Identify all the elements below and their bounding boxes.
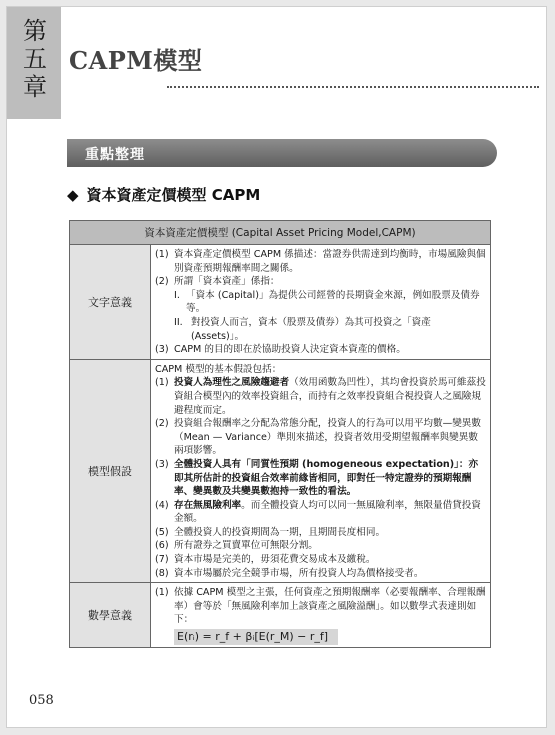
- capm-table: [69, 220, 491, 648]
- item-text: 資本市場是完美的，毋須花費交易成本及繳稅。: [174, 554, 376, 566]
- banner-text: 重點整理: [85, 147, 145, 163]
- list-item: [155, 248, 486, 275]
- chapter-char: 第: [23, 17, 47, 45]
- item-number: I.: [174, 289, 180, 301]
- document-page: [6, 6, 547, 728]
- capm-formula: E(rᵢ) = r_f + βᵢ[E(r_M) − r_f]: [174, 629, 338, 645]
- item-number: (6): [155, 540, 169, 552]
- diamond-bullet-icon: ◆: [67, 186, 79, 204]
- item-number: (4): [155, 499, 169, 511]
- table-header: 資本資產定價模型 (Capital Asset Pricing Model,CAPM): [70, 221, 491, 245]
- row-content: [151, 583, 491, 647]
- item-number: (1): [155, 587, 169, 599]
- list-item: [155, 376, 486, 417]
- list-item: [155, 275, 486, 289]
- list-item: [155, 417, 486, 458]
- table-row: [70, 245, 491, 360]
- item-number: (2): [155, 276, 169, 288]
- chapter-char: 五: [23, 45, 47, 73]
- list-item: [155, 586, 486, 627]
- item-number: (3): [155, 344, 169, 356]
- item-number: (2): [155, 418, 169, 430]
- item-number: (1): [155, 377, 169, 389]
- list-item: [155, 526, 486, 540]
- list-item: [155, 499, 486, 526]
- section-heading: [67, 184, 260, 205]
- item-text: 全體投資人的投資期間為一期，且期間長度相同。: [174, 526, 386, 538]
- chapter-label: [21, 17, 49, 101]
- item-text: 。而全體投資人均可以同一無風險利率，無限量借貸投資金額。: [174, 499, 481, 525]
- item-number: II.: [174, 316, 183, 328]
- item-number: (7): [155, 554, 169, 566]
- section-title: 資本資產定價模型 CAPM: [86, 186, 261, 204]
- item-bold-text: 存在無風險利率: [174, 499, 242, 511]
- list-item: [155, 343, 486, 357]
- item-text: 投資組合報酬率之分配為常態分配，投資人的行為可以用平均數—變異數（Mean — Variance）準則來描述，投資者效用受期望報酬率與變異數兩項影響。: [174, 418, 481, 457]
- row-label: 文字意義: [70, 245, 151, 360]
- list-item: [155, 458, 486, 499]
- list-item: [155, 567, 486, 581]
- row-content: [151, 245, 491, 360]
- list-item: [155, 539, 486, 553]
- item-text: CAPM 的目的即在於協助投資人決定資本資產的價格。: [174, 344, 406, 356]
- chapter-char: 章: [23, 73, 47, 101]
- item-text: 資本市場屬於完全競爭市場，所有投資人均為價格接受者。: [174, 567, 424, 579]
- table-row: [70, 359, 491, 583]
- sub-item: [155, 289, 486, 316]
- table-header-row: [70, 221, 491, 245]
- item-number: (3): [155, 458, 169, 470]
- title-divider: [167, 86, 539, 88]
- chapter-title: CAPM模型: [69, 46, 203, 75]
- item-bold-text: 投資人為理性之風險趨避者: [174, 377, 290, 389]
- row-intro: CAPM 模型的基本假設包括：: [155, 363, 282, 375]
- section-banner: [67, 139, 497, 167]
- page-number: 058: [29, 693, 54, 708]
- item-bold-text: 全體投資人具有「同質性預期 (homogeneous expectation)」：亦即其所估計的投資組合效率前緣皆相同，即對任一特定證券的預期報酬率、變異數及共變異數抱持一致性的看法。: [174, 458, 479, 498]
- item-number: (1): [155, 249, 169, 260]
- item-text: 所謂「資本資產」係指：: [174, 276, 280, 288]
- row-label: 數學意義: [70, 583, 151, 647]
- item-text: （效用函數為凹性），其均會投資於馬可維茲投資組合模型內的效率投資組合，而持有之效率投資組合視投資人之風險規避程度而定。: [174, 377, 486, 416]
- item-number: (8): [155, 567, 169, 579]
- item-text: 對投資人而言，資本（股票及債券）為其可投資之「資產 (Assets)」。: [191, 316, 431, 342]
- item-text: 所有證券之買賣單位可無限分割。: [174, 540, 318, 552]
- list-item: [155, 553, 486, 567]
- row-label: 模型假設: [70, 359, 151, 583]
- row-content: [151, 359, 491, 583]
- item-text: 依據 CAPM 模型之主張，任何資產之預期報酬率（必要報酬率、合理報酬率）會等於「無風險利率加上該資產之風險溢酬」。如以數學式表達則如下：: [174, 587, 486, 626]
- item-text: 「資本 (Capital)」為提供公司經營的長期資金來源，例如股票及債券等。: [186, 289, 480, 315]
- item-number: (5): [155, 526, 169, 538]
- item-text: 資本資產定價模型 CAPM 係描述：當證券供需達到均衡時，市場風險與個別資產預期報酬率間之關係。: [174, 249, 486, 274]
- sub-item: [155, 316, 486, 343]
- table-row: [70, 583, 491, 647]
